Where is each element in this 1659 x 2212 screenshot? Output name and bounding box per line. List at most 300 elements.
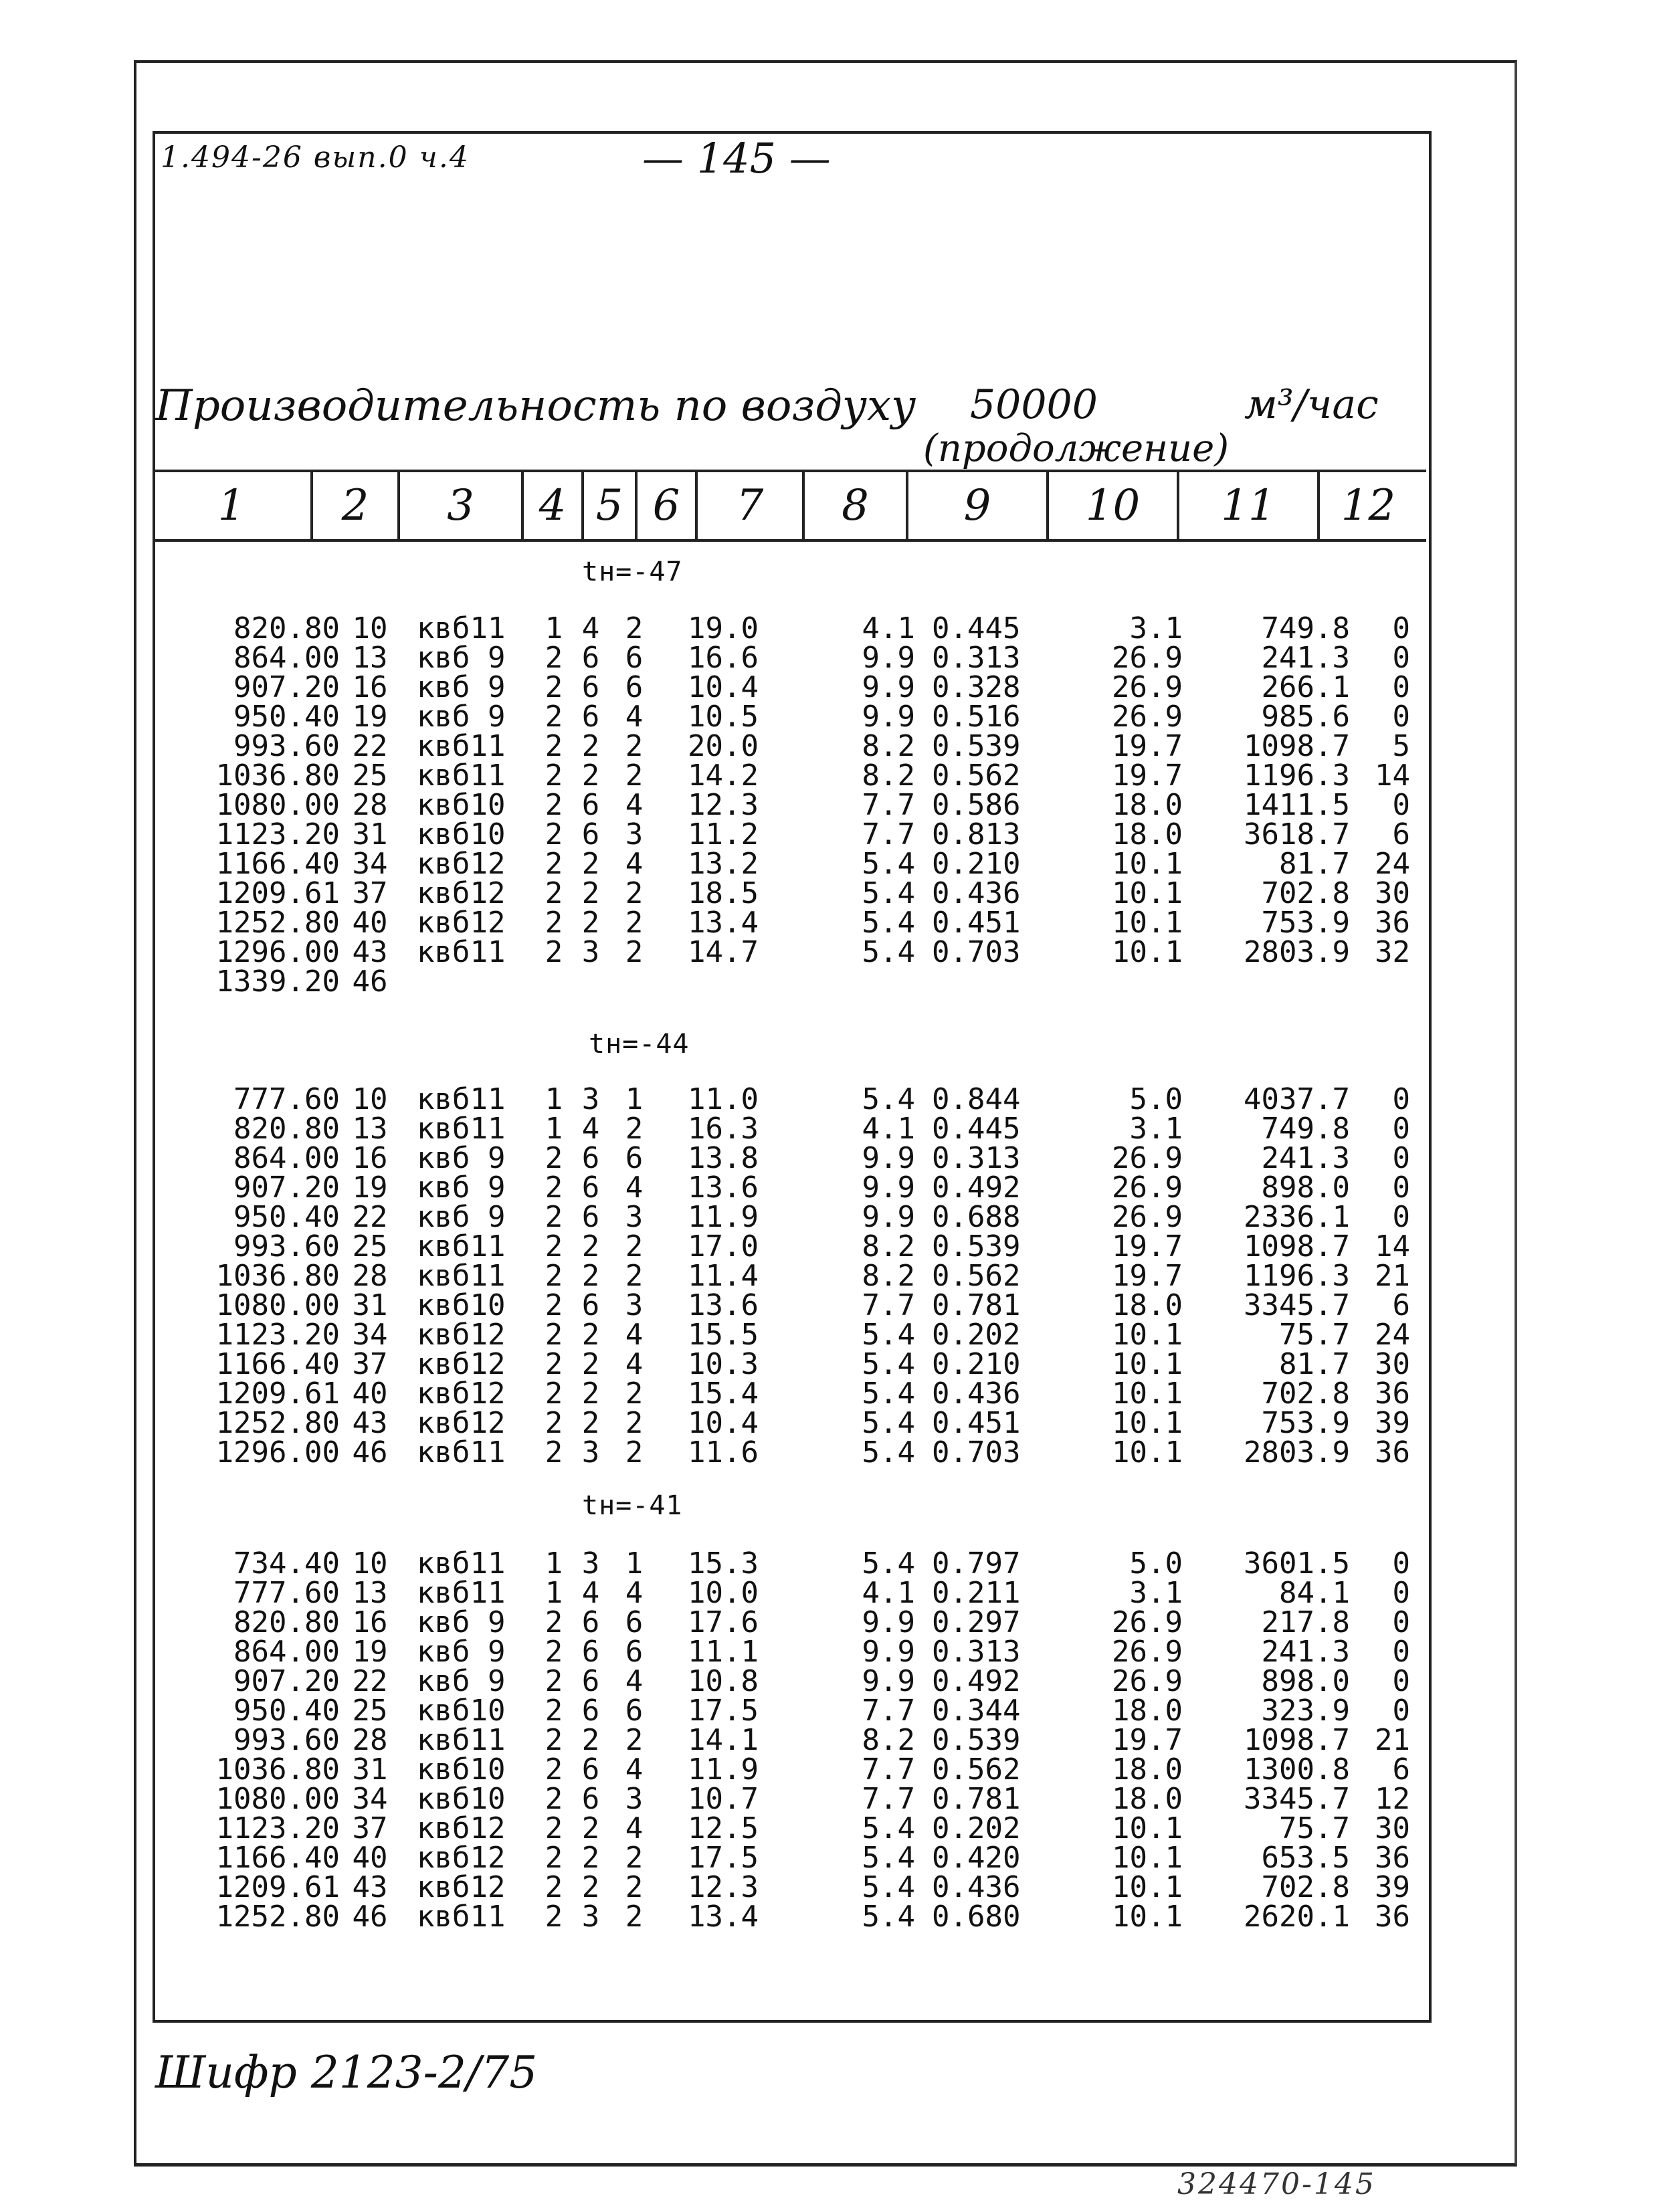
table-cell: 18.0 [1112, 1694, 1183, 1728]
table-cell: 10.7 [688, 1782, 759, 1816]
table-cell: 5.4 [862, 1435, 915, 1470]
table-cell: квб 9 [417, 1141, 506, 1175]
section-label: tн=-44 [589, 1029, 690, 1060]
table-cell: 39 [1375, 1870, 1410, 1904]
table-cell: 8.2 [862, 759, 915, 793]
table-cell: 16.3 [688, 1112, 759, 1146]
table-row [153, 1141, 1426, 1175]
table-cell: 22 [352, 729, 388, 763]
table-cell: 2 [545, 1406, 563, 1440]
table-cell: 985.6 [1261, 700, 1350, 734]
table-cell: 0.781 [932, 1782, 1021, 1816]
table-cell: 1 [545, 1576, 563, 1610]
table-cell: 10 [352, 1082, 388, 1116]
table-row [153, 1605, 1426, 1639]
table-cell: 19.7 [1112, 1229, 1183, 1264]
table-cell: 12.3 [688, 1870, 759, 1904]
table-cell: 4 [625, 847, 644, 881]
table-cell: 1 [545, 1082, 563, 1116]
page-title: Производительность по воздуху [155, 381, 916, 431]
table-cell: 6 [581, 1288, 600, 1322]
table-cell: 10 [352, 611, 388, 645]
table-cell: 4.1 [862, 1112, 915, 1146]
table-cell: 4 [625, 1347, 644, 1381]
table-cell: 4 [581, 1576, 600, 1610]
table-cell: 3 [581, 935, 600, 969]
table-cell: 37 [352, 1347, 388, 1381]
table-cell: квб10 [417, 788, 506, 822]
table-cell: квб12 [417, 1377, 506, 1411]
table-row [153, 1576, 1426, 1610]
table-cell: 993.60 [233, 1723, 340, 1757]
table-cell: 19.0 [688, 611, 759, 645]
table-cell: 2620.1 [1244, 1900, 1350, 1934]
table-cell: квб12 [417, 1318, 506, 1352]
table-cell: 4 [625, 1664, 644, 1698]
table-cell: 9.9 [862, 1171, 915, 1205]
table-cell: квб12 [417, 1347, 506, 1381]
table-cell: 30 [1375, 1347, 1410, 1381]
table-cell: квб 9 [417, 670, 506, 704]
table-row [153, 1811, 1426, 1845]
table-cell: 8.2 [862, 1229, 915, 1264]
table-cell: 3601.5 [1244, 1546, 1350, 1581]
table-cell: 2 [625, 1229, 644, 1264]
table-cell: 2 [625, 729, 644, 763]
table-cell: 34 [352, 847, 388, 881]
table-cell: квб10 [417, 1752, 506, 1787]
table-cell: 2 [625, 1406, 644, 1440]
table-cell: квб 9 [417, 1605, 506, 1639]
table-cell: 9.9 [862, 1664, 915, 1698]
table-cell: 2 [545, 1723, 563, 1757]
table-cell: 0.313 [932, 641, 1021, 675]
table-cell: 6 [625, 641, 644, 675]
column-header: 3 [400, 472, 524, 539]
table-cell: 0 [1392, 1635, 1410, 1669]
table-cell: 2 [545, 906, 563, 940]
table-cell: 2 [581, 1406, 600, 1440]
table-cell: 2 [625, 906, 644, 940]
table-cell: 864.00 [233, 1635, 340, 1669]
table-cell: 11.6 [688, 1435, 759, 1470]
table-row [153, 1435, 1426, 1470]
table-cell: 0.539 [932, 729, 1021, 763]
table-cell: 1 [545, 1546, 563, 1581]
table-cell: 36 [1375, 1435, 1410, 1470]
table-cell: 26.9 [1112, 641, 1183, 675]
table-cell: 907.20 [233, 1171, 340, 1205]
table-cell: 34 [352, 1782, 388, 1816]
table-row [153, 906, 1426, 940]
table-cell: 2 [545, 847, 563, 881]
table-cell: квб 9 [417, 1171, 506, 1205]
table-cell: 0 [1392, 1576, 1410, 1610]
table-cell: 5.4 [862, 1406, 915, 1440]
table-cell: 3 [581, 1082, 600, 1116]
table-cell: 19.7 [1112, 1723, 1183, 1757]
table-cell: 266.1 [1261, 670, 1350, 704]
table-cell: 864.00 [233, 641, 340, 675]
table-cell: 0 [1392, 1200, 1410, 1234]
table-cell: 14.1 [688, 1723, 759, 1757]
table-cell: 43 [352, 1406, 388, 1440]
table-cell: 10.0 [688, 1576, 759, 1610]
column-header: 10 [1049, 472, 1179, 539]
table-cell: 0.539 [932, 1229, 1021, 1264]
table-row [153, 700, 1426, 734]
table-cell: квб11 [417, 1259, 506, 1293]
table-cell: 6 [625, 1635, 644, 1669]
table-cell: 10.4 [688, 1406, 759, 1440]
table-cell: 16 [352, 1141, 388, 1175]
table-cell: квб11 [417, 759, 506, 793]
table-cell: 1196.3 [1244, 759, 1350, 793]
table-cell: 13 [352, 641, 388, 675]
table-cell: 10.1 [1112, 847, 1183, 881]
table-cell: 0.451 [932, 906, 1021, 940]
page-number: — 145 — [642, 134, 831, 183]
table-cell: 1209.61 [215, 1377, 340, 1411]
table-cell: 0 [1392, 788, 1410, 822]
table-cell: 950.40 [233, 1694, 340, 1728]
table-row [153, 847, 1426, 881]
table-cell: 753.9 [1261, 1406, 1350, 1440]
table-cell: 40 [352, 1377, 388, 1411]
table-row [153, 1723, 1426, 1757]
table-cell: 2 [581, 759, 600, 793]
table-cell: 5.4 [862, 1082, 915, 1116]
table-cell: 21 [1375, 1259, 1410, 1293]
table-cell: 13.6 [688, 1288, 759, 1322]
table-cell: 1080.00 [215, 1782, 340, 1816]
table-row [153, 1259, 1426, 1293]
table-cell: квб11 [417, 611, 506, 645]
table-cell: 820.80 [233, 1112, 340, 1146]
table-cell: 0.328 [932, 670, 1021, 704]
table-cell: квб12 [417, 1870, 506, 1904]
table-cell: 3 [581, 1546, 600, 1581]
table-row [153, 788, 1426, 822]
table-cell: 36 [1375, 1841, 1410, 1875]
table-cell: квб10 [417, 817, 506, 851]
table-cell: 9.9 [862, 1141, 915, 1175]
table-cell: 0.562 [932, 1752, 1021, 1787]
table-row [153, 1752, 1426, 1787]
table-cell: 2 [625, 876, 644, 910]
table-cell: 2 [581, 1870, 600, 1904]
table-cell: 25 [352, 759, 388, 793]
table-cell: 241.3 [1261, 641, 1350, 675]
table-cell: 2 [545, 1664, 563, 1698]
column-header: 4 [524, 472, 584, 539]
table-cell: 84.1 [1279, 1576, 1350, 1610]
table-cell: 2 [581, 876, 600, 910]
table-cell: квб12 [417, 906, 506, 940]
table-cell: 2 [581, 1723, 600, 1757]
table-cell: 0.688 [932, 1200, 1021, 1234]
table-cell: 6 [581, 670, 600, 704]
table-cell: 1036.80 [215, 1752, 340, 1787]
table-cell: 43 [352, 935, 388, 969]
table-cell: 2 [625, 1377, 644, 1411]
table-cell: 950.40 [233, 700, 340, 734]
table-cell: 6 [581, 641, 600, 675]
table-cell: 702.8 [1261, 1870, 1350, 1904]
table-cell: квб11 [417, 1723, 506, 1757]
table-cell: 1209.61 [215, 876, 340, 910]
table-cell: 18.0 [1112, 817, 1183, 851]
table-cell: 10.5 [688, 700, 759, 734]
table-cell: 5.4 [862, 1318, 915, 1352]
table-cell: 0 [1392, 1112, 1410, 1146]
table-cell: 19.7 [1112, 729, 1183, 763]
table-cell: 21 [1375, 1723, 1410, 1757]
table-cell: 0.680 [932, 1900, 1021, 1934]
table-cell: 37 [352, 1811, 388, 1845]
table-cell: 6 [581, 1782, 600, 1816]
table-row [153, 1347, 1426, 1381]
table-cell: 3 [581, 1900, 600, 1934]
table-cell: 0.781 [932, 1288, 1021, 1322]
table-cell: 2 [581, 1347, 600, 1381]
table-cell: 7.7 [862, 817, 915, 851]
table-cell: квб 9 [417, 1200, 506, 1234]
column-header: 5 [584, 472, 638, 539]
continuation-note: (продолжение) [923, 427, 1230, 470]
table-cell: 10.1 [1112, 1406, 1183, 1440]
table-cell: 40 [352, 906, 388, 940]
table-cell: квб 9 [417, 700, 506, 734]
table-cell: 10.3 [688, 1347, 759, 1381]
table-cell: 1123.20 [215, 1811, 340, 1845]
table-cell: 0.539 [932, 1723, 1021, 1757]
table-cell: 0 [1392, 700, 1410, 734]
table-cell: квб12 [417, 1811, 506, 1845]
table-cell: 30 [1375, 1811, 1410, 1845]
table-cell: 2 [581, 1229, 600, 1264]
table-cell: 1252.80 [215, 1406, 340, 1440]
cipher-label: Шифр 2123-2/75 [155, 2047, 538, 2098]
table-cell: 4 [625, 1171, 644, 1205]
table-cell: 3345.7 [1244, 1782, 1350, 1816]
table-cell: 4 [625, 1576, 644, 1610]
table-cell: 2 [545, 1200, 563, 1234]
table-cell: 2 [625, 1259, 644, 1293]
column-header: 9 [908, 472, 1049, 539]
table-cell: 9.9 [862, 1605, 915, 1639]
table-cell: 2 [581, 847, 600, 881]
table-cell: 3345.7 [1244, 1288, 1350, 1322]
table-cell: 6 [625, 670, 644, 704]
table-cell: 25 [352, 1229, 388, 1264]
table-cell: 2 [545, 1870, 563, 1904]
table-cell: 0 [1392, 1664, 1410, 1698]
table-cell: 30 [1375, 876, 1410, 910]
table-cell: 2803.9 [1244, 1435, 1350, 1470]
table-cell: 4 [625, 1811, 644, 1845]
table-row [153, 935, 1426, 969]
column-header: 2 [313, 472, 400, 539]
table-cell: 10.4 [688, 670, 759, 704]
table-cell: 7.7 [862, 1752, 915, 1787]
table-cell: 0.445 [932, 1112, 1021, 1146]
table-cell: 16.6 [688, 641, 759, 675]
table-cell: 1166.40 [215, 1347, 340, 1381]
table-cell: 0.436 [932, 1870, 1021, 1904]
table-cell: 5.0 [1129, 1082, 1183, 1116]
table-cell: квб12 [417, 876, 506, 910]
table-cell: 36 [1375, 1900, 1410, 1934]
table-cell: квб11 [417, 935, 506, 969]
table-cell: 702.8 [1261, 876, 1350, 910]
table-cell: 15.3 [688, 1546, 759, 1581]
table-cell: 12.5 [688, 1811, 759, 1845]
table-cell: 6 [625, 1694, 644, 1728]
table-cell: 10.8 [688, 1664, 759, 1698]
table-cell: 2 [545, 876, 563, 910]
table-cell: 26.9 [1112, 1635, 1183, 1669]
table-cell: квб11 [417, 1576, 506, 1610]
archive-stamp: 324470-145 [1177, 2167, 1376, 2201]
table-cell: 17.0 [688, 1229, 759, 1264]
table-cell: 2 [625, 935, 644, 969]
section-label: tн=-47 [582, 557, 683, 587]
table-cell: 3 [625, 817, 644, 851]
table-cell: 7.7 [862, 1288, 915, 1322]
table-cell: 26.9 [1112, 1141, 1183, 1175]
table-cell: 0.797 [932, 1546, 1021, 1581]
table-cell: 5.4 [862, 1841, 915, 1875]
table-row [153, 1112, 1426, 1146]
table-row [153, 759, 1426, 793]
table-cell: 26.9 [1112, 1171, 1183, 1205]
table-cell: 6 [581, 1752, 600, 1787]
table-cell: квб11 [417, 729, 506, 763]
table-cell: 14.2 [688, 759, 759, 793]
section-label: tн=-41 [582, 1490, 683, 1521]
table-cell: 2 [545, 1318, 563, 1352]
table-cell: 2 [545, 1229, 563, 1264]
column-header: 6 [638, 472, 698, 539]
table-cell: 0.844 [932, 1082, 1021, 1116]
table-cell: 13.2 [688, 847, 759, 881]
table-cell: 777.60 [233, 1576, 340, 1610]
table-cell: 75.7 [1279, 1811, 1350, 1845]
table-cell: 2 [545, 1605, 563, 1639]
table-cell: 2 [545, 729, 563, 763]
table-cell: 7.7 [862, 788, 915, 822]
table-cell: 2 [625, 1841, 644, 1875]
table-cell: 217.8 [1261, 1605, 1350, 1639]
table-row [153, 641, 1426, 675]
table-cell: 950.40 [233, 1200, 340, 1234]
table-cell: квб 9 [417, 1635, 506, 1669]
table-cell: 2 [545, 1841, 563, 1875]
table-cell: 6 [1392, 1752, 1410, 1787]
table-cell: 31 [352, 1288, 388, 1322]
table-cell: 753.9 [1261, 906, 1350, 940]
table-cell: 0.202 [932, 1811, 1021, 1845]
table-cell: 11.9 [688, 1200, 759, 1234]
table-cell: 2 [545, 935, 563, 969]
table-cell: 11.0 [688, 1082, 759, 1116]
table-cell: 241.3 [1261, 1141, 1350, 1175]
table-cell: 10.1 [1112, 935, 1183, 969]
table-cell: 75.7 [1279, 1318, 1350, 1352]
table-cell: 7.7 [862, 1694, 915, 1728]
table-cell: 0.703 [932, 935, 1021, 969]
table-cell: 4 [625, 788, 644, 822]
table-cell: 2803.9 [1244, 935, 1350, 969]
table-cell: квб11 [417, 1546, 506, 1581]
table-cell: 14 [1375, 759, 1410, 793]
table-cell: 3.1 [1129, 1112, 1183, 1146]
table-cell: 22 [352, 1200, 388, 1234]
table-cell: 24 [1375, 847, 1410, 881]
table-cell: 19.7 [1112, 759, 1183, 793]
table-cell: 3 [625, 1782, 644, 1816]
table-cell: 3618.7 [1244, 817, 1350, 851]
table-row [153, 1841, 1426, 1875]
table-cell: 0.492 [932, 1171, 1021, 1205]
table-cell: 26.9 [1112, 1200, 1183, 1234]
table-cell: 2 [581, 729, 600, 763]
column-header: 11 [1179, 472, 1320, 539]
table-row [153, 611, 1426, 645]
table-cell: 16 [352, 1605, 388, 1639]
table-cell: 0.562 [932, 759, 1021, 793]
table-cell: 0 [1392, 1082, 1410, 1116]
table-cell: 1209.61 [215, 1870, 340, 1904]
table-cell: 907.20 [233, 1664, 340, 1698]
table-cell: 4 [625, 1318, 644, 1352]
table-cell: 4 [581, 611, 600, 645]
table-cell: 14.7 [688, 935, 759, 969]
table-cell: 6 [581, 1141, 600, 1175]
table-cell: 2 [581, 1318, 600, 1352]
table-cell: 0 [1392, 1546, 1410, 1581]
table-cell: 2 [545, 1288, 563, 1322]
table-cell: 777.60 [233, 1082, 340, 1116]
table-cell: квб10 [417, 1694, 506, 1728]
table-cell: 1080.00 [215, 1288, 340, 1322]
table-cell: 5.4 [862, 847, 915, 881]
table-cell: 28 [352, 788, 388, 822]
table-cell: 2 [625, 1435, 644, 1470]
table-cell: 19 [352, 1171, 388, 1205]
table-cell: 0 [1392, 1171, 1410, 1205]
table-cell: 2 [545, 1694, 563, 1728]
table-cell: 2 [545, 1141, 563, 1175]
table-cell: 0.420 [932, 1841, 1021, 1875]
table-cell: 4.1 [862, 611, 915, 645]
table-cell: 2 [545, 1171, 563, 1205]
table-cell: 653.5 [1261, 1841, 1350, 1875]
table-cell: 2 [545, 1435, 563, 1470]
table-cell: 0.703 [932, 1435, 1021, 1470]
table-row [153, 1635, 1426, 1669]
table-cell: 26.9 [1112, 670, 1183, 704]
table-cell: 2 [545, 1900, 563, 1934]
column-header: 7 [698, 472, 805, 539]
table-cell: 1296.00 [215, 935, 340, 969]
table-cell: 1 [545, 1112, 563, 1146]
table-cell: 22 [352, 1664, 388, 1698]
table-cell: 2 [545, 1635, 563, 1669]
table-row [153, 670, 1426, 704]
table-cell: 10.1 [1112, 906, 1183, 940]
